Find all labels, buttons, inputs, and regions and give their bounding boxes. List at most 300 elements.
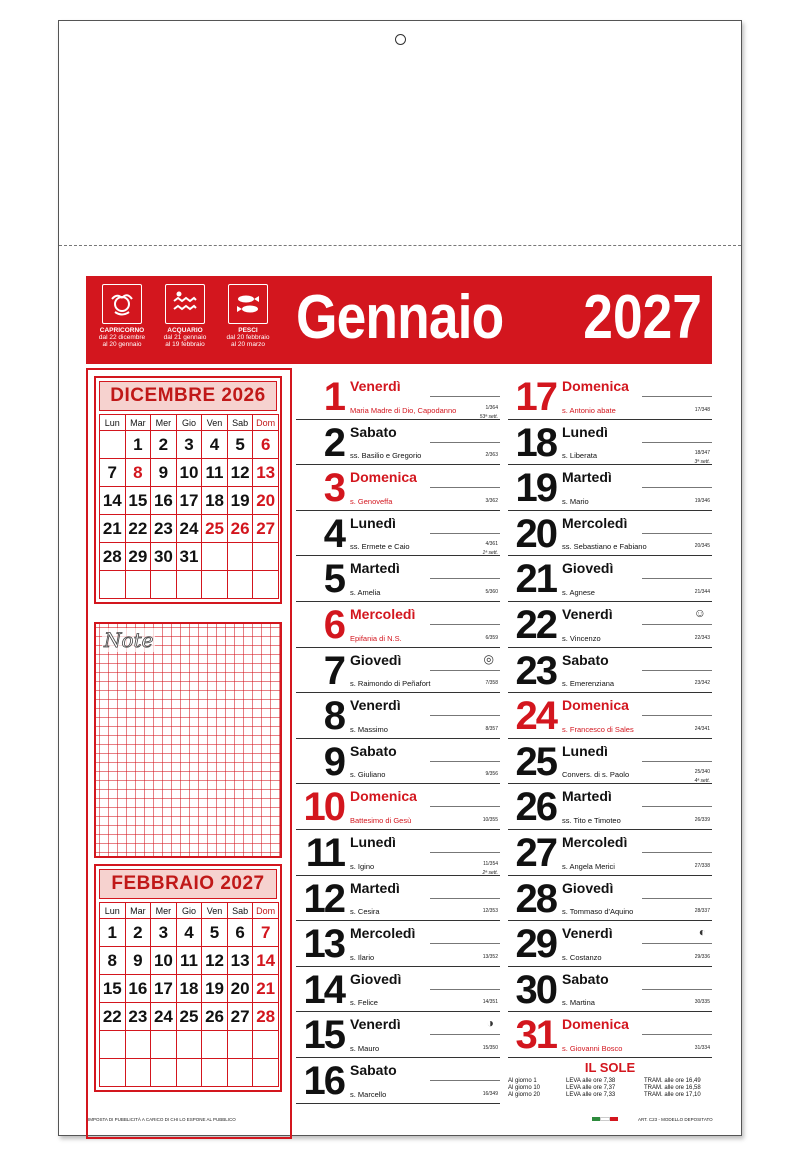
weekday-name: Giovedì	[562, 879, 614, 896]
week-number: 1ª sett.	[482, 550, 498, 557]
mini-day-cell: 18	[176, 975, 202, 1003]
mini-day-cell	[202, 1031, 228, 1059]
zodiac-dates: al 19 febbraio	[165, 341, 205, 348]
day-rule	[430, 898, 500, 899]
day-rule	[642, 989, 712, 990]
mini-day-cell: 4	[202, 431, 228, 459]
mini-day-cell: 16	[151, 487, 177, 515]
mini-day-cell	[151, 1031, 177, 1059]
mini-day-cell: 28	[100, 543, 126, 571]
weekday-header: Mar	[125, 415, 151, 431]
day-row	[296, 830, 500, 876]
pisces-icon	[228, 284, 268, 324]
saint-name: s. Giuliano	[350, 770, 386, 780]
day-number: 4	[323, 511, 344, 556]
day-number: 26	[515, 785, 556, 830]
aquarius-icon	[165, 284, 205, 324]
day-row	[296, 1012, 500, 1058]
weekday-header: Lun	[100, 415, 126, 431]
day-number: 5	[323, 557, 344, 602]
mini-day-cell	[202, 543, 228, 571]
weekday-name: Domenica	[350, 788, 417, 805]
weekday-name: Giovedì	[350, 970, 402, 987]
mini-day-cell	[227, 1031, 253, 1059]
saint-name: s. Felice	[350, 998, 378, 1008]
sun-times	[508, 1060, 712, 1099]
weekday-name: Lunedì	[350, 514, 396, 531]
day-row	[296, 602, 500, 648]
full-moon-icon: ◎	[483, 651, 494, 666]
day-row	[508, 420, 712, 466]
zodiac-dates: dal 22 dicembre	[98, 334, 146, 341]
saint-name: s. Massimo	[350, 724, 388, 734]
day-number: 9	[323, 739, 344, 784]
mini-day-cell: 22	[125, 515, 151, 543]
day-of-year: 13/352	[482, 953, 498, 960]
saint-name: s. Costanzo	[562, 952, 602, 962]
mini-day-cell	[125, 1031, 151, 1059]
zodiac-sign	[155, 284, 215, 348]
mini-day-cell	[176, 1059, 202, 1087]
last-quarter-moon-icon: ◑	[486, 1016, 494, 1031]
weekday-name: Sabato	[562, 970, 609, 987]
mini-day-cell: 1	[125, 431, 151, 459]
day-number: 11	[305, 830, 344, 875]
day-row	[296, 739, 500, 785]
prev-month-grid	[99, 414, 279, 599]
day-rule	[642, 1034, 712, 1035]
hanging-hole	[395, 34, 406, 45]
mini-day-cell	[253, 1031, 279, 1059]
day-row	[296, 556, 500, 602]
day-of-year: 2/363	[485, 452, 498, 459]
mini-day-cell: 8	[125, 459, 151, 487]
saint-name: ss. Ermete e Caio	[350, 542, 410, 552]
mini-day-cell	[176, 1031, 202, 1059]
weekday-header: Ven	[202, 415, 228, 431]
mini-day-cell: 13	[227, 947, 253, 975]
sun-cell: Al giorno 1	[508, 1078, 537, 1084]
next-month-grid	[99, 902, 279, 1087]
day-rule	[430, 1034, 500, 1035]
day-rule	[642, 487, 712, 488]
mini-day-cell	[125, 1059, 151, 1087]
day-rule	[642, 442, 712, 443]
mini-day-cell: 9	[125, 947, 151, 975]
day-of-year: 3/362	[485, 497, 498, 504]
mini-day-cell: 25	[202, 515, 228, 543]
day-rule	[642, 943, 712, 944]
day-rule	[430, 989, 500, 990]
saint-name: s. Tommaso d'Aquino	[562, 907, 634, 917]
day-row	[508, 967, 712, 1013]
mini-day-cell: 24	[176, 515, 202, 543]
day-row	[508, 556, 712, 602]
first-quarter-moon-icon: ◐	[698, 925, 706, 940]
saint-name: s. Genoveffa	[350, 496, 393, 506]
day-row	[296, 1058, 500, 1104]
day-rule	[430, 761, 500, 762]
mini-day-cell	[151, 1059, 177, 1087]
day-row	[296, 420, 500, 466]
weekday-name: Mercoledì	[350, 605, 416, 622]
mini-day-cell: 13	[253, 459, 279, 487]
day-number: 10	[303, 785, 344, 830]
mini-day-cell: 19	[202, 975, 228, 1003]
sun-row	[508, 1092, 712, 1099]
month-title: Gennaio	[296, 283, 504, 352]
mini-day-cell: 4	[176, 919, 202, 947]
mini-day-cell: 1	[100, 919, 126, 947]
day-rule	[430, 533, 500, 534]
mini-day-cell	[100, 1059, 126, 1087]
notes-label: Note	[104, 628, 154, 652]
mini-day-cell	[227, 571, 253, 599]
day-rule	[430, 715, 500, 716]
day-rule	[642, 715, 712, 716]
day-rule	[642, 806, 712, 807]
weekday-header: Dom	[253, 903, 279, 919]
capricorn-icon	[102, 284, 142, 324]
weekday-name: Sabato	[562, 651, 609, 668]
mini-day-cell: 10	[176, 459, 202, 487]
day-row	[296, 693, 500, 739]
day-of-year: 5/360	[485, 588, 498, 595]
saint-name: s. Antonio abate	[562, 405, 616, 415]
mini-day-cell: 20	[227, 975, 253, 1003]
day-number: 2	[323, 420, 344, 465]
day-number: 19	[515, 466, 556, 511]
day-number: 22	[515, 602, 556, 647]
sun-cell: Al giorno 10	[508, 1085, 541, 1091]
day-of-year: 12/353	[482, 908, 498, 915]
mini-day-cell: 24	[151, 1003, 177, 1031]
day-of-year: 17/348	[694, 406, 710, 413]
day-row	[508, 374, 712, 420]
saint-name: Battesimo di Gesù	[350, 815, 412, 825]
weekday-name: Venerdì	[350, 378, 401, 394]
day-of-year: 10/355	[482, 816, 498, 823]
saint-name: s. Amelia	[350, 587, 381, 597]
mini-day-cell: 16	[125, 975, 151, 1003]
year-title: 2027	[583, 283, 702, 352]
weekday-name: Mercoledì	[350, 925, 416, 942]
weekday-name: Giovedì	[562, 560, 614, 577]
zodiac-dates: al 20 gennaio	[102, 341, 142, 348]
sun-cell: TRAM. alle ore 16,58	[644, 1085, 701, 1091]
day-of-year: 18/347	[694, 450, 710, 457]
weekday-header: Lun	[100, 903, 126, 919]
day-rule	[642, 898, 712, 899]
perforation-line	[59, 245, 741, 246]
day-row	[296, 784, 500, 830]
zodiac-name: PESCI	[238, 327, 258, 334]
day-number: 16	[303, 1058, 344, 1103]
day-row	[508, 602, 712, 648]
mini-day-cell: 6	[253, 431, 279, 459]
day-of-year: 20/345	[694, 543, 710, 550]
mini-day-cell	[125, 571, 151, 599]
day-number: 28	[515, 876, 556, 921]
saint-name: s. Marcello	[350, 1089, 387, 1099]
day-number: 21	[515, 557, 556, 602]
mini-day-cell: 12	[202, 947, 228, 975]
day-number: 14	[303, 967, 344, 1012]
weekday-header: Ven	[202, 903, 228, 919]
day-row	[296, 967, 500, 1013]
saint-name: s. Ilario	[350, 952, 375, 962]
mini-day-cell: 11	[202, 459, 228, 487]
mini-day-cell	[151, 571, 177, 599]
mini-day-cell	[253, 543, 279, 571]
mini-day-cell: 25	[176, 1003, 202, 1031]
mini-day-cell: 29	[125, 543, 151, 571]
day-row	[508, 876, 712, 922]
day-number: 27	[515, 830, 556, 875]
weekday-name: Venerdì	[562, 925, 613, 942]
day-row	[296, 921, 500, 967]
saint-name: s. Mario	[562, 496, 589, 506]
footer-tax-note: IMPOSTA DI PUBBLICITÀ A CARICO DI CHI LO ESPONE AL PUBBLICO	[88, 1117, 236, 1122]
weekday-name: Martedì	[562, 469, 612, 486]
day-row	[508, 648, 712, 694]
mini-day-cell: 30	[151, 543, 177, 571]
day-of-year: 19/346	[694, 497, 710, 504]
day-row	[296, 511, 500, 557]
weekday-name: Lunedì	[562, 742, 608, 759]
day-row	[508, 465, 712, 511]
day-number: 18	[515, 420, 556, 465]
zodiac-dates: dal 21 gennaio	[163, 334, 207, 341]
sun-title: IL SOLE	[584, 1060, 636, 1075]
mini-day-cell: 3	[151, 919, 177, 947]
weekday-name: Martedì	[562, 788, 612, 805]
day-of-year: 21/344	[694, 588, 710, 595]
weekday-name: Mercoledì	[562, 514, 628, 531]
saint-name: Convers. di s. Paolo	[562, 770, 630, 780]
weekday-name: Mercoledì	[562, 833, 628, 850]
day-rule	[642, 670, 712, 671]
day-row	[296, 876, 500, 922]
day-number: 31	[515, 1013, 556, 1058]
day-rule	[642, 533, 712, 534]
mini-day-cell: 15	[125, 487, 151, 515]
day-rule	[430, 624, 500, 625]
day-number: 25	[515, 739, 556, 784]
new-moon-icon: ☺	[693, 605, 706, 620]
day-rule	[430, 442, 500, 443]
week-number: 3ª sett.	[694, 459, 710, 466]
mini-day-cell: 19	[227, 487, 253, 515]
notes-grid	[94, 622, 282, 858]
day-of-year: 14/351	[482, 999, 498, 1006]
saint-name: s. Agnese	[562, 587, 595, 597]
mini-day-cell: 17	[151, 975, 177, 1003]
mini-day-cell	[253, 1059, 279, 1087]
saint-name: s. Emerenziana	[562, 679, 615, 689]
days-column-2	[508, 374, 712, 1058]
day-number: 13	[303, 922, 344, 967]
weekday-header: Mar	[125, 903, 151, 919]
mini-day-cell: 2	[125, 919, 151, 947]
weekday-header: Sab	[227, 415, 253, 431]
zodiac-dates: al 20 marzo	[231, 341, 265, 348]
day-number: 6	[323, 602, 344, 647]
day-of-year: 31/334	[694, 1044, 710, 1051]
prev-month-title: DICEMBRE 2026	[99, 381, 277, 411]
mini-day-cell: 3	[176, 431, 202, 459]
day-row	[508, 511, 712, 557]
mini-day-cell	[100, 571, 126, 599]
day-number: 29	[515, 922, 556, 967]
saint-name: s. Francesco di Sales	[562, 724, 634, 734]
weekday-name: Sabato	[350, 423, 397, 440]
mini-day-cell: 27	[253, 515, 279, 543]
weekday-name: Venerdì	[562, 605, 613, 622]
mini-day-cell: 23	[151, 515, 177, 543]
day-of-year: 27/338	[694, 862, 710, 869]
mini-day-cell: 18	[202, 487, 228, 515]
saint-name: s. Mauro	[350, 1043, 380, 1053]
sun-cell: TRAM. alle ore 17,10	[644, 1092, 701, 1098]
mini-day-cell: 7	[253, 919, 279, 947]
day-of-year: 24/341	[694, 725, 710, 732]
day-of-year: 16/349	[482, 1090, 498, 1097]
day-number: 7	[323, 648, 344, 693]
mini-day-cell	[202, 571, 228, 599]
weekday-name: Lunedì	[350, 833, 396, 850]
mini-day-cell: 2	[151, 431, 177, 459]
weekday-name: Venerdì	[350, 697, 401, 714]
day-of-year: 30/335	[694, 999, 710, 1006]
mini-day-cell	[253, 571, 279, 599]
mini-day-cell: 23	[125, 1003, 151, 1031]
day-row	[508, 921, 712, 967]
weekday-name: Sabato	[350, 742, 397, 759]
day-row	[296, 648, 500, 694]
sun-cell: LEVA alle ore 7,37	[566, 1085, 616, 1091]
mini-day-cell: 15	[100, 975, 126, 1003]
day-of-year: 1/364	[485, 404, 498, 411]
mini-day-cell: 8	[100, 947, 126, 975]
saint-name: s. Liberata	[562, 451, 598, 461]
weekday-name: Domenica	[562, 378, 629, 394]
day-rule	[642, 624, 712, 625]
mini-day-cell: 27	[227, 1003, 253, 1031]
weekday-header: Sab	[227, 903, 253, 919]
days-column-1	[296, 374, 500, 1104]
weekday-name: Domenica	[562, 1016, 629, 1033]
mini-day-cell: 14	[253, 947, 279, 975]
sun-row	[508, 1078, 712, 1085]
mini-day-cell: 20	[253, 487, 279, 515]
mini-day-cell: 5	[227, 431, 253, 459]
day-rule	[430, 396, 500, 397]
day-number: 23	[515, 648, 556, 693]
saint-name: ss. Sebastiano e Fabiano	[562, 542, 647, 552]
day-row	[508, 784, 712, 830]
weekday-header: Gio	[176, 903, 202, 919]
day-of-year: 9/356	[485, 771, 498, 778]
mini-day-cell: 21	[100, 515, 126, 543]
day-rule	[430, 487, 500, 488]
day-number: 30	[515, 967, 556, 1012]
day-number: 3	[323, 466, 344, 511]
weekday-name: Domenica	[350, 469, 417, 486]
day-row	[508, 693, 712, 739]
day-of-year: 6/359	[485, 634, 498, 641]
saint-name: s. Vincenzo	[562, 633, 601, 643]
zodiac-dates: dal 20 febbraio	[226, 334, 270, 341]
day-of-year: 11/354	[483, 860, 498, 867]
next-month-calendar	[94, 864, 282, 1092]
mini-day-cell	[100, 1031, 126, 1059]
weekday-name: Giovedì	[350, 651, 402, 668]
week-number: 53ª sett.	[479, 413, 498, 420]
footer-model-note: ART. C23 - MODELLO DEPOSITATO	[638, 1117, 713, 1122]
day-number: 24	[515, 694, 556, 739]
week-number: 2ª sett.	[482, 869, 498, 876]
month-header	[86, 276, 712, 364]
day-rule	[430, 670, 500, 671]
weekday-name: Venerdì	[350, 1016, 401, 1033]
day-row	[296, 374, 500, 420]
mini-day-cell: 21	[253, 975, 279, 1003]
weekday-header: Gio	[176, 415, 202, 431]
mini-day-cell	[202, 1059, 228, 1087]
mini-day-cell: 26	[227, 515, 253, 543]
zodiac-sign	[218, 284, 278, 348]
mini-day-cell: 31	[176, 543, 202, 571]
day-number: 17	[515, 375, 556, 419]
day-of-year: 28/337	[694, 908, 710, 915]
sun-cell: TRAM. alle ore 16,49	[644, 1078, 701, 1084]
mini-day-cell: 9	[151, 459, 177, 487]
day-rule	[430, 943, 500, 944]
day-rule	[430, 578, 500, 579]
italian-flag-icon	[592, 1117, 618, 1121]
weekday-header: Dom	[253, 415, 279, 431]
day-of-year: 25/340	[694, 769, 710, 776]
mini-day-cell: 7	[100, 459, 126, 487]
day-rule	[642, 396, 712, 397]
weekday-name: Martedì	[350, 560, 400, 577]
saint-name: Epifania di N.S.	[350, 633, 402, 643]
week-number: 4ª sett.	[694, 778, 710, 785]
prev-month-calendar	[94, 376, 282, 604]
day-rule	[430, 806, 500, 807]
weekday-name: Sabato	[350, 1061, 397, 1078]
zodiac-sign	[92, 284, 152, 348]
day-number: 20	[515, 511, 556, 556]
zodiac-name: CAPRICORNO	[99, 327, 145, 334]
weekday-name: Martedì	[350, 879, 400, 896]
mini-day-cell: 11	[176, 947, 202, 975]
sun-cell: Al giorno 20	[508, 1092, 541, 1098]
zodiac-name: ACQUARIO	[167, 327, 203, 334]
day-of-year: 26/339	[694, 816, 710, 823]
day-number: 8	[323, 694, 344, 739]
saint-name: s. Raimondo di Peñafort	[350, 679, 431, 689]
day-of-year: 29/336	[694, 953, 710, 960]
mini-day-cell: 6	[227, 919, 253, 947]
day-rule	[642, 852, 712, 853]
saint-name: s. Cesira	[350, 907, 380, 917]
saint-name: s. Giovanni Bosco	[562, 1043, 623, 1053]
sun-row	[508, 1085, 712, 1092]
sun-cell: LEVA alle ore 7,38	[566, 1078, 616, 1084]
mini-day-cell	[227, 543, 253, 571]
